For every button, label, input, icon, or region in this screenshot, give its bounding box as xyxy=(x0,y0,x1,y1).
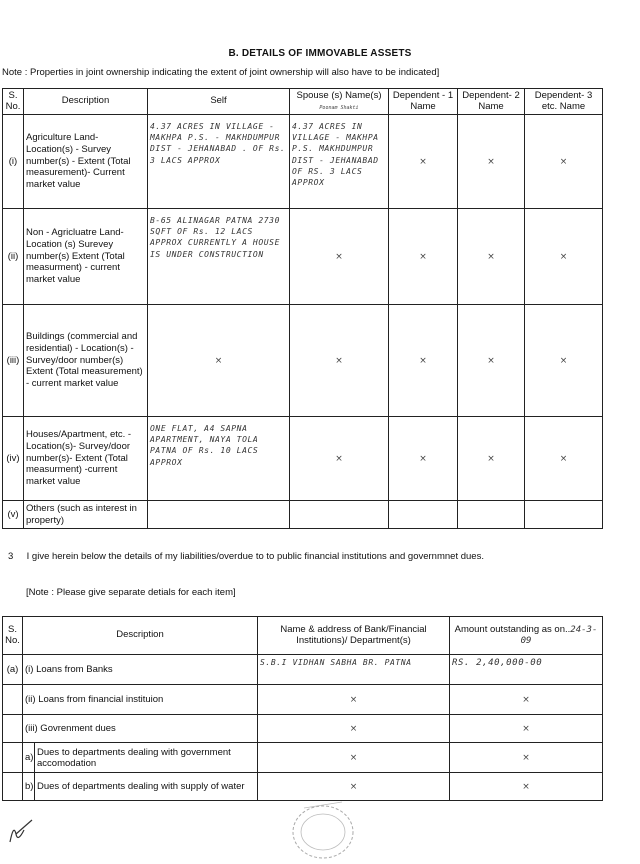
amount-entry: × xyxy=(450,715,603,743)
table-row xyxy=(3,773,603,801)
row-sno: (iii) xyxy=(3,305,24,417)
self-entry xyxy=(148,501,290,529)
dependent-2-entry: × xyxy=(458,115,525,209)
self-entry: 4.37 ACRES IN VILLAGE - MAKHPA P.S. - MAKHDUMPUR DIST - JEHANABAD . OF Rs. 3 LACS APPROX xyxy=(148,115,290,209)
dependent-2-entry: × xyxy=(458,305,525,417)
spouse-entry: 4.37 ACRES IN VILLAGE - MAKHPA P.S. MAKHDUMPUR DIST - JEHANABAD OF RS. 3 LACS APPROX xyxy=(290,115,389,209)
amount-entry: × xyxy=(450,685,603,715)
header-dependent-1: Dependent - 1 Name xyxy=(389,89,458,115)
header-description: Description xyxy=(24,89,148,115)
joint-ownership-note: Note : Properties in joint ownership indicating the extent of joint ownership will also have to be indicated] xyxy=(2,67,440,78)
dependent-2-entry: × xyxy=(458,209,525,305)
row-sno xyxy=(3,715,23,743)
self-entry: ONE FLAT, A4 SAPNA APARTMENT, NAYA TOLA PATNA OF Rs. 10 LACS APPROX xyxy=(148,417,290,501)
bank-entry: × xyxy=(258,685,450,715)
dependent-2-entry: × xyxy=(458,417,525,501)
table-row xyxy=(3,115,603,209)
spouse-entry xyxy=(290,501,389,529)
spouse-handwritten-name: Poonam Shakti xyxy=(319,104,359,111)
row-description: Houses/Apartment, etc. - Location(s)- Survey/door number(s)- Extent (Total measurment) -current market value xyxy=(24,417,148,501)
table-row xyxy=(3,209,603,305)
table-row xyxy=(3,417,603,501)
section-number: 3 xyxy=(8,551,14,562)
office-stamp xyxy=(284,798,362,860)
row-sub-label: b) xyxy=(23,773,35,801)
amount-entry: × xyxy=(450,773,603,801)
assets-header-row xyxy=(3,89,603,115)
row-description: Dues of departments dealing with supply of water xyxy=(35,773,258,801)
immovable-assets-table xyxy=(2,88,603,529)
row-sno xyxy=(3,685,23,715)
row-sno: (iv) xyxy=(3,417,24,501)
dependent-3-entry: × xyxy=(525,305,603,417)
bank-entry: × xyxy=(258,773,450,801)
header-sno: S. No. xyxy=(3,617,23,655)
header-bank: Name & address of Bank/Financial Institutions)/ Department(s) xyxy=(258,617,450,655)
header-spouse-label: Spouse (s) Name(s) xyxy=(296,89,382,101)
liabilities-statement-text: I give herein below the details of my liabilities/overdue to to public financial institutions and governmnet dues. xyxy=(26,551,484,562)
dependent-2-entry xyxy=(458,501,525,529)
signature-mark xyxy=(4,812,40,848)
liabilities-statement xyxy=(8,551,484,562)
row-sno xyxy=(3,773,23,801)
amount-entry: RS. 2,40,000-00 xyxy=(450,655,603,685)
row-description: Buildings (commercial and residential) - Location(s) - Survey/door number(s) Extent (Total measurement) - current market value xyxy=(24,305,148,417)
dependent-3-entry: × xyxy=(525,417,603,501)
spouse-entry: × xyxy=(290,305,389,417)
table-row xyxy=(3,655,603,685)
header-dependent-3: Dependent- 3 etc. Name xyxy=(525,89,603,115)
header-self: Self xyxy=(148,89,290,115)
dependent-1-entry xyxy=(389,501,458,529)
row-sno xyxy=(3,743,23,773)
dependent-1-entry: × xyxy=(389,115,458,209)
table-row xyxy=(3,305,603,417)
row-description: Non - Agricluatre Land- Location (s) Surevey number(s) Extent (Total measurment) - current market value xyxy=(24,209,148,305)
header-amount-label: Amount outstanding as on.. xyxy=(454,623,571,635)
liabilities-table xyxy=(2,616,603,801)
row-sno: (a) xyxy=(3,655,23,685)
row-description: (i) Loans from Banks xyxy=(23,655,258,685)
row-description: Dues to departments dealing with government accomodation xyxy=(35,743,258,773)
amount-date: 24-3-09 xyxy=(520,624,598,646)
row-sno: (i) xyxy=(3,115,24,209)
amount-entry: × xyxy=(450,743,603,773)
table-row xyxy=(3,501,603,529)
row-description: Others (such as interest in property) xyxy=(24,501,148,529)
row-description: (iii) Govrenment dues xyxy=(23,715,258,743)
dependent-1-entry: × xyxy=(389,209,458,305)
header-amount xyxy=(450,617,603,655)
self-entry: B-65 ALINAGAR PATNA 2730 SQFT OF Rs. 12 LACS APPROX CURRENTLY A HOUSE IS UNDER CONSTRUCTION xyxy=(148,209,290,305)
table-row xyxy=(3,743,603,773)
spouse-entry: × xyxy=(290,417,389,501)
liabilities-header-row xyxy=(3,617,603,655)
row-description: Agriculture Land- Location(s) - Survey number(s) - Extent (Total measurement)- Current market value xyxy=(24,115,148,209)
bank-entry: S.B.I VIDHAN SABHA BR. PATNA xyxy=(258,655,450,685)
dependent-1-entry: × xyxy=(389,305,458,417)
self-entry: × xyxy=(148,305,290,417)
header-spouse xyxy=(290,89,389,115)
separate-details-note: [Note : Please give separate detials for each item] xyxy=(26,587,236,598)
header-dependent-2: Dependent- 2 Name xyxy=(458,89,525,115)
row-sub-label: a) xyxy=(23,743,35,773)
bank-entry: × xyxy=(258,743,450,773)
table-row xyxy=(3,685,603,715)
header-description: Description xyxy=(23,617,258,655)
dependent-1-entry: × xyxy=(389,417,458,501)
section-title: B. DETAILS OF IMMOVABLE ASSETS xyxy=(228,48,412,59)
dependent-3-entry: × xyxy=(525,115,603,209)
dependent-3-entry: × xyxy=(525,209,603,305)
row-sno: (ii) xyxy=(3,209,24,305)
bank-entry: × xyxy=(258,715,450,743)
dependent-3-entry xyxy=(525,501,603,529)
header-sno: S. No. xyxy=(3,89,24,115)
row-sno: (v) xyxy=(3,501,24,529)
row-description: (ii) Loans from financial instituion xyxy=(23,685,258,715)
spouse-entry: × xyxy=(290,209,389,305)
table-row xyxy=(3,715,603,743)
